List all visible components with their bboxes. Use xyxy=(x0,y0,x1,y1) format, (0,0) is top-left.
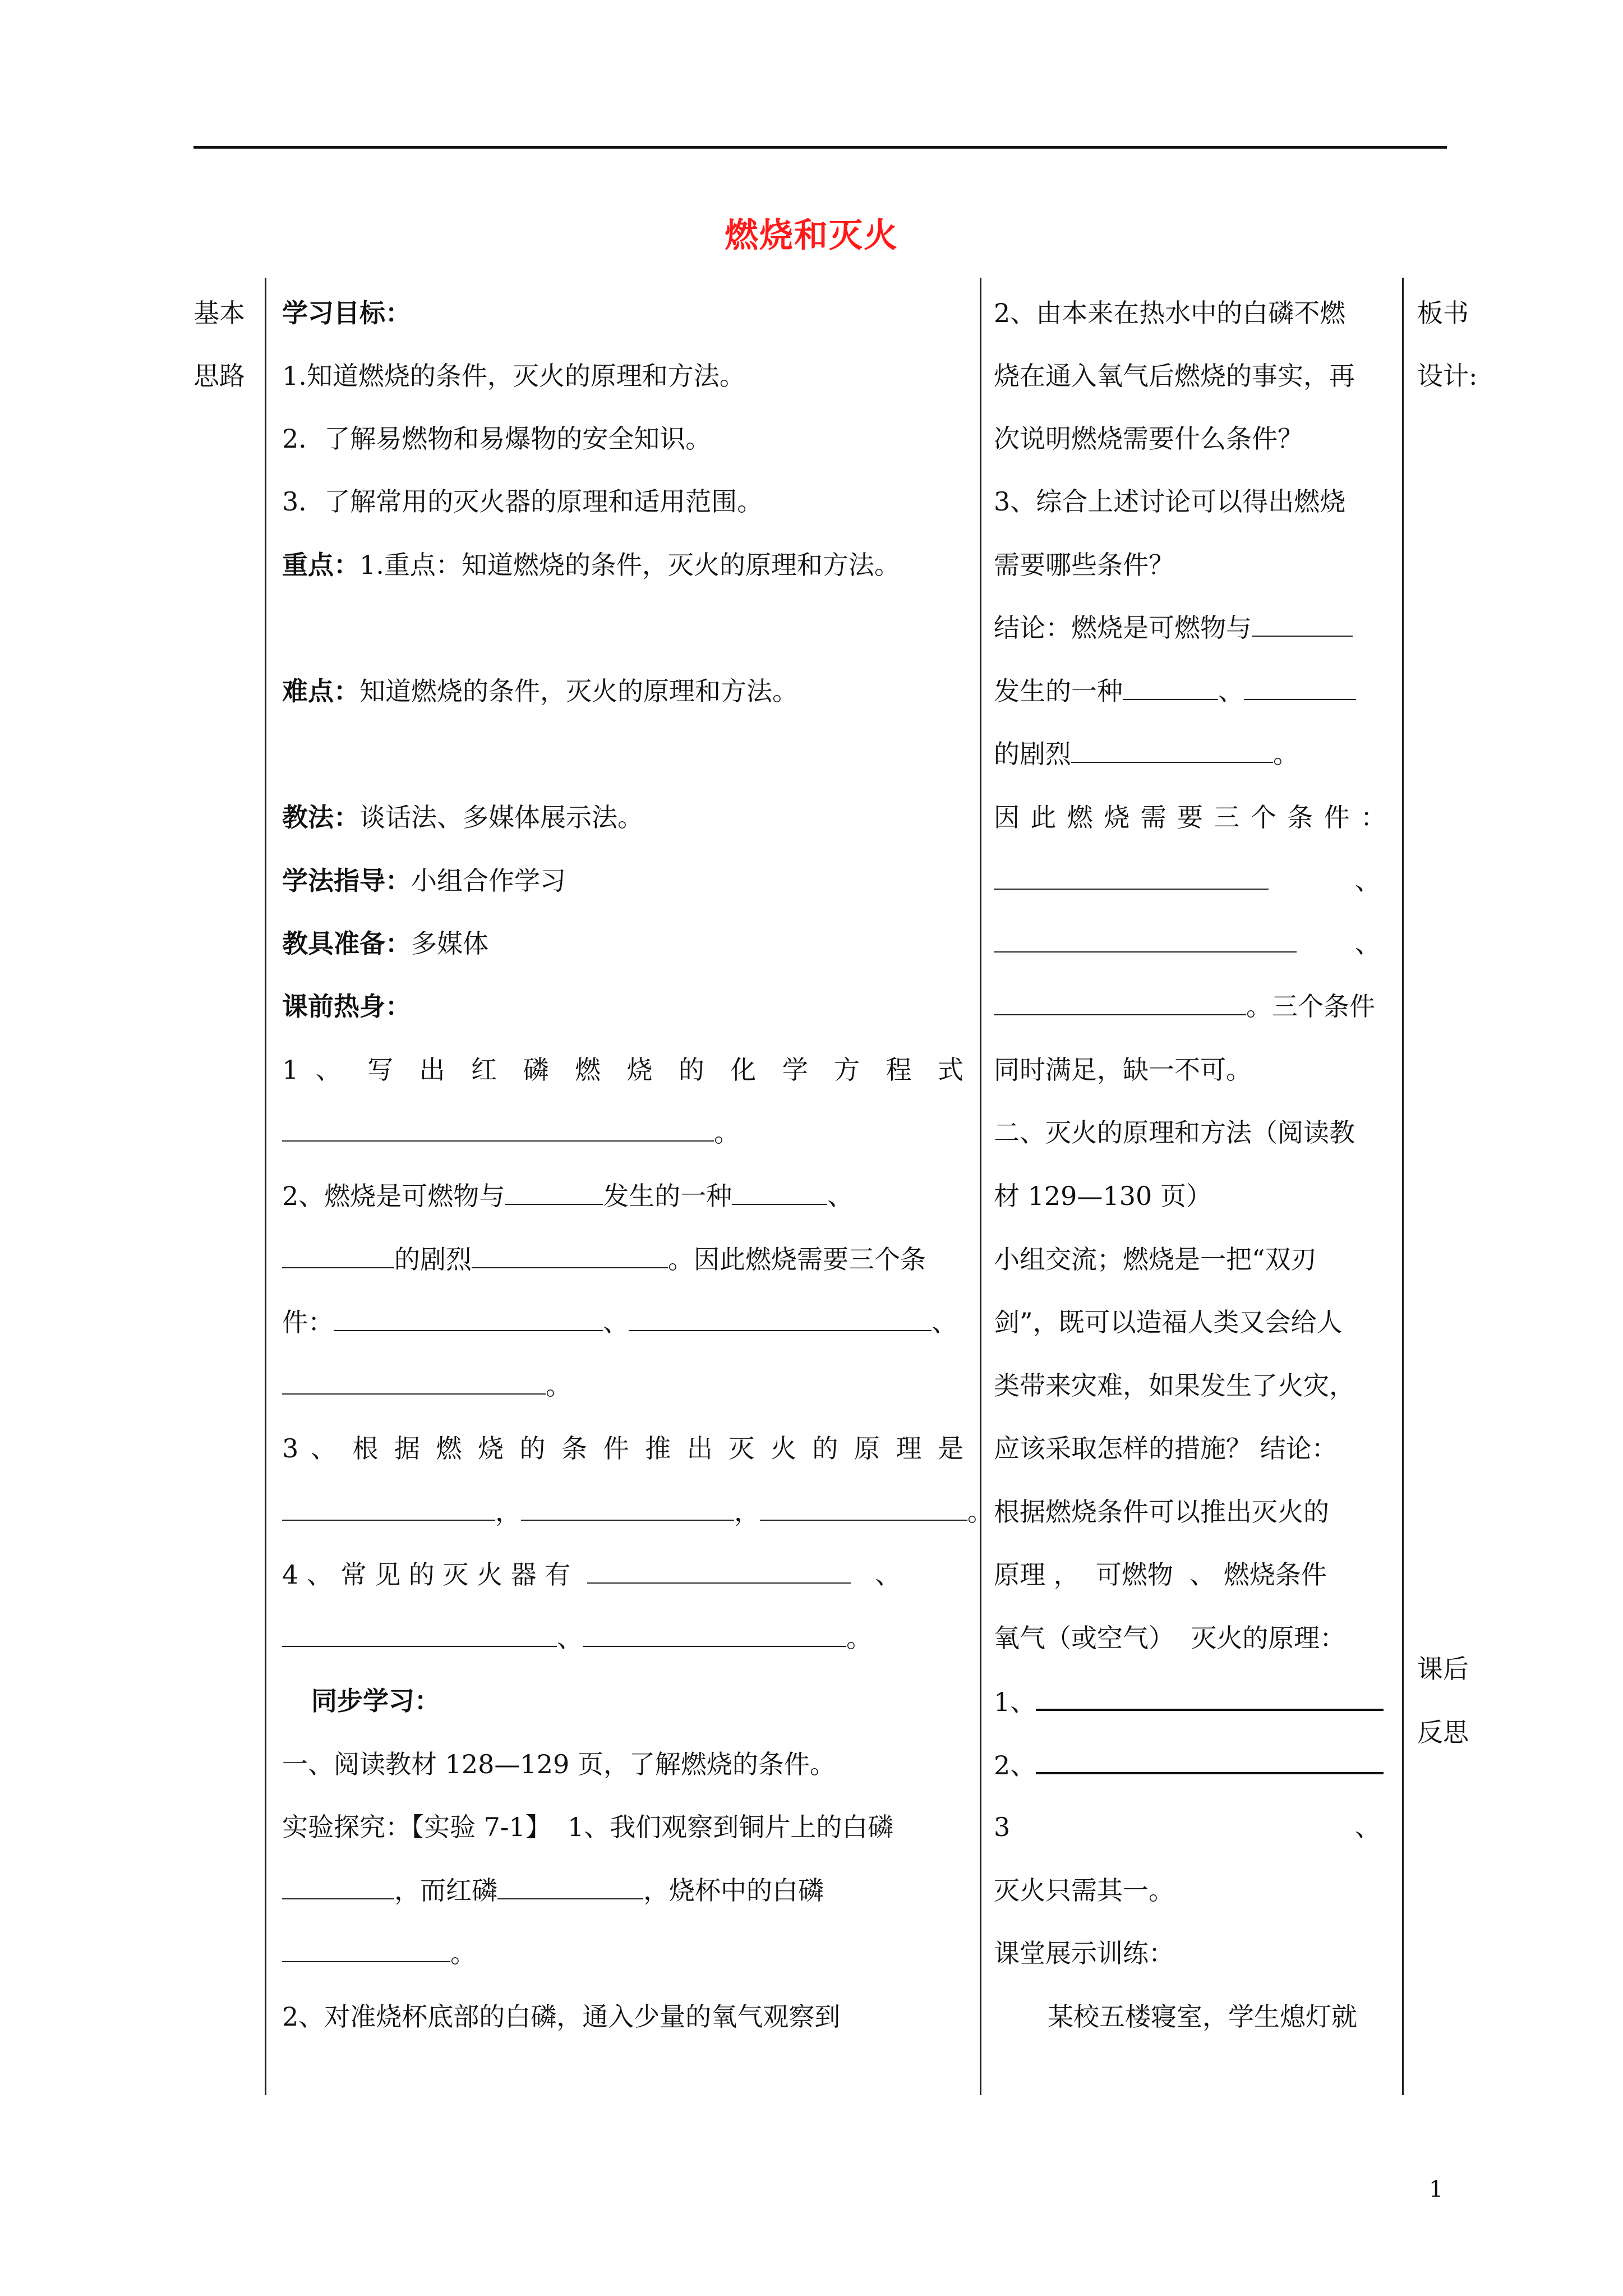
col2-line-20: 根据燃烧条件可以推出灭火的 xyxy=(994,1497,1329,1527)
label-after-class: 课后 xyxy=(1417,1654,1469,1684)
warmup-answer-4: 、 。 xyxy=(282,1621,872,1655)
page-number: 1 xyxy=(1429,2177,1444,2202)
experiment-line: 实验探究：【实验 7-1】 1、我们观察到铜片上的白磷 xyxy=(282,1812,894,1842)
col2-line-28: 某校五楼寝室，学生熄灯就 xyxy=(1048,2001,1357,2032)
col2-line-1: 2、由本来在热水中的白磷不燃 xyxy=(994,298,1346,328)
col2-line-26: 灭火只需其一。 xyxy=(994,1875,1174,1906)
condition-3-line: 。三个条件 xyxy=(994,990,1375,1023)
conclusion-line-2: 发生的一种 、 xyxy=(994,674,1356,708)
col2-line-14: 二、灭火的原理和方法（阅读教 xyxy=(994,1117,1355,1148)
blank[interactable] xyxy=(1123,674,1218,700)
experiment-observation-end: 。 xyxy=(282,1936,476,1970)
column-divider-right xyxy=(1402,278,1404,2095)
condition-2-line: 、 xyxy=(994,927,1386,960)
col2-line-5: 需要哪些条件？ xyxy=(994,550,1174,580)
warmup-question-2-conditions: 件： 、 、 xyxy=(282,1305,957,1339)
blank[interactable] xyxy=(994,927,1297,953)
col2-line-16: 小组交流；燃烧是一把“双刃 xyxy=(994,1244,1317,1274)
blank[interactable] xyxy=(472,1243,668,1268)
blank[interactable] xyxy=(282,1874,394,1899)
label-basic: 基本 xyxy=(193,298,245,328)
conclusion-line: 结论：燃烧是可燃物与 xyxy=(994,611,1353,645)
blank[interactable] xyxy=(760,1495,967,1521)
label-reflection: 反思 xyxy=(1417,1717,1469,1747)
objective-2: 2．了解易燃物和易爆物的安全知识。 xyxy=(282,424,712,454)
col2-line-3: 次说明燃烧需要什么条件？ xyxy=(994,424,1303,454)
blank[interactable] xyxy=(497,1874,643,1899)
blank[interactable] xyxy=(583,1621,846,1647)
blank[interactable] xyxy=(282,1495,495,1521)
col2-line-17: 剑”，既可以造福人类又会给人 xyxy=(994,1307,1343,1337)
warmup-title: 课前热身： xyxy=(282,991,411,1022)
blank[interactable] xyxy=(505,1179,603,1205)
label-design: 设计: xyxy=(1417,361,1478,391)
teaching-method: 教法：谈话法、多媒体展示法。 xyxy=(282,802,643,832)
warmup-question-2-cont: 的剧烈 。因此燃烧需要三个条 xyxy=(282,1243,926,1276)
objective-1: 1.知道燃烧的条件，灭火的原理和方法。 xyxy=(282,361,745,391)
teaching-tools: 教具准备：多媒体 xyxy=(282,928,488,959)
col2-line-27: 课堂展示训练： xyxy=(994,1938,1174,1968)
principle-1-line: 1、 xyxy=(994,1684,1384,1719)
blank[interactable] xyxy=(629,1305,932,1331)
col2-line-18: 类带来灾难，如果发生了火灾， xyxy=(994,1370,1355,1401)
warmup-answer-1: 。 xyxy=(282,1116,740,1149)
col2-line-2: 烧在通入氧气后燃烧的事实，再 xyxy=(994,361,1355,391)
column-divider-middle xyxy=(980,278,981,2095)
blank[interactable] xyxy=(1036,1684,1384,1711)
warmup-question-2-end: 。 xyxy=(282,1369,571,1402)
col2-line-15: 材 129—130 页） xyxy=(994,1181,1212,1211)
blank[interactable] xyxy=(587,1558,851,1584)
sync-learning-title: 同步学习： xyxy=(311,1686,440,1716)
blank[interactable] xyxy=(521,1495,734,1521)
blank[interactable] xyxy=(1036,1747,1384,1774)
document-title: 燃烧和灭火 xyxy=(725,216,898,255)
warmup-question-3: 3 、 根 据 燃 烧 的 条 件 推 出 灭 火 的 原 理 是 xyxy=(282,1433,963,1464)
blank[interactable] xyxy=(994,864,1269,890)
principle-2-line: 2、 xyxy=(994,1747,1384,1782)
col2-line-4: 3、综合上述讨论可以得出燃烧 xyxy=(994,486,1346,517)
col2-line-13: 同时满足，缺一不可。 xyxy=(994,1055,1252,1085)
blank[interactable] xyxy=(282,1936,450,1962)
three-conditions-line: 因 此 燃 烧 需 要 三 个 条 件 ： xyxy=(994,802,1386,832)
objectives-title: 学习目标： xyxy=(282,298,411,328)
col2-line-22: 氧气（或空气） 灭火的原理： xyxy=(994,1623,1346,1653)
blank[interactable] xyxy=(1244,674,1356,700)
blank[interactable] xyxy=(282,1621,557,1647)
column-divider-left xyxy=(265,278,266,2095)
key-point: 重点：1.重点：知道燃烧的条件，灭火的原理和方法。 xyxy=(282,550,900,580)
warmup-question-1: 1 、 写 出 红 磷 燃 烧 的 化 学 方 程 式 xyxy=(282,1055,963,1085)
conclusion-line-3: 的剧烈 。 xyxy=(994,737,1299,771)
col2-line-19: 应该采取怎样的措施？ 结论： xyxy=(994,1433,1338,1464)
sync-step-1: 一、阅读教材 128—129 页，了解燃烧的条件。 xyxy=(282,1749,836,1779)
blank[interactable] xyxy=(334,1305,603,1331)
blank[interactable] xyxy=(994,990,1246,1015)
condition-1-line: 、 xyxy=(994,864,1386,898)
difficult-point: 难点：知道燃烧的条件，灭火的原理和方法。 xyxy=(282,676,798,706)
blank[interactable] xyxy=(732,1179,827,1205)
learning-guide: 学法指导：小组合作学习 xyxy=(282,866,566,896)
experiment-observation: ，而红磷 ，烧杯中的白磷 xyxy=(282,1874,824,1907)
blank[interactable] xyxy=(282,1116,714,1142)
principle-3-line: 3 、 xyxy=(994,1812,1381,1842)
warmup-answer-3: ， ， 。 xyxy=(282,1495,993,1529)
blank[interactable] xyxy=(1252,611,1353,637)
experiment-step-2: 2、对准烧杯底部的白磷，通入少量的氧气观察到 xyxy=(282,2001,841,2032)
warmup-question-2: 2、燃烧是可燃物与 发生的一种 、 xyxy=(282,1179,853,1213)
label-board: 板书 xyxy=(1417,298,1469,328)
blank[interactable] xyxy=(282,1369,546,1395)
blank[interactable] xyxy=(282,1243,394,1268)
col2-line-21: 原理 ， 可燃物 、 燃烧条件 xyxy=(994,1559,1327,1590)
warmup-question-4: 4 、 常 见 的 灭 火 器 有 、 xyxy=(282,1558,963,1591)
label-approach: 思路 xyxy=(193,361,245,391)
objective-3: 3．了解常用的灭火器的原理和适用范围。 xyxy=(282,486,763,517)
header-rule xyxy=(193,146,1447,149)
blank[interactable] xyxy=(1071,737,1273,763)
